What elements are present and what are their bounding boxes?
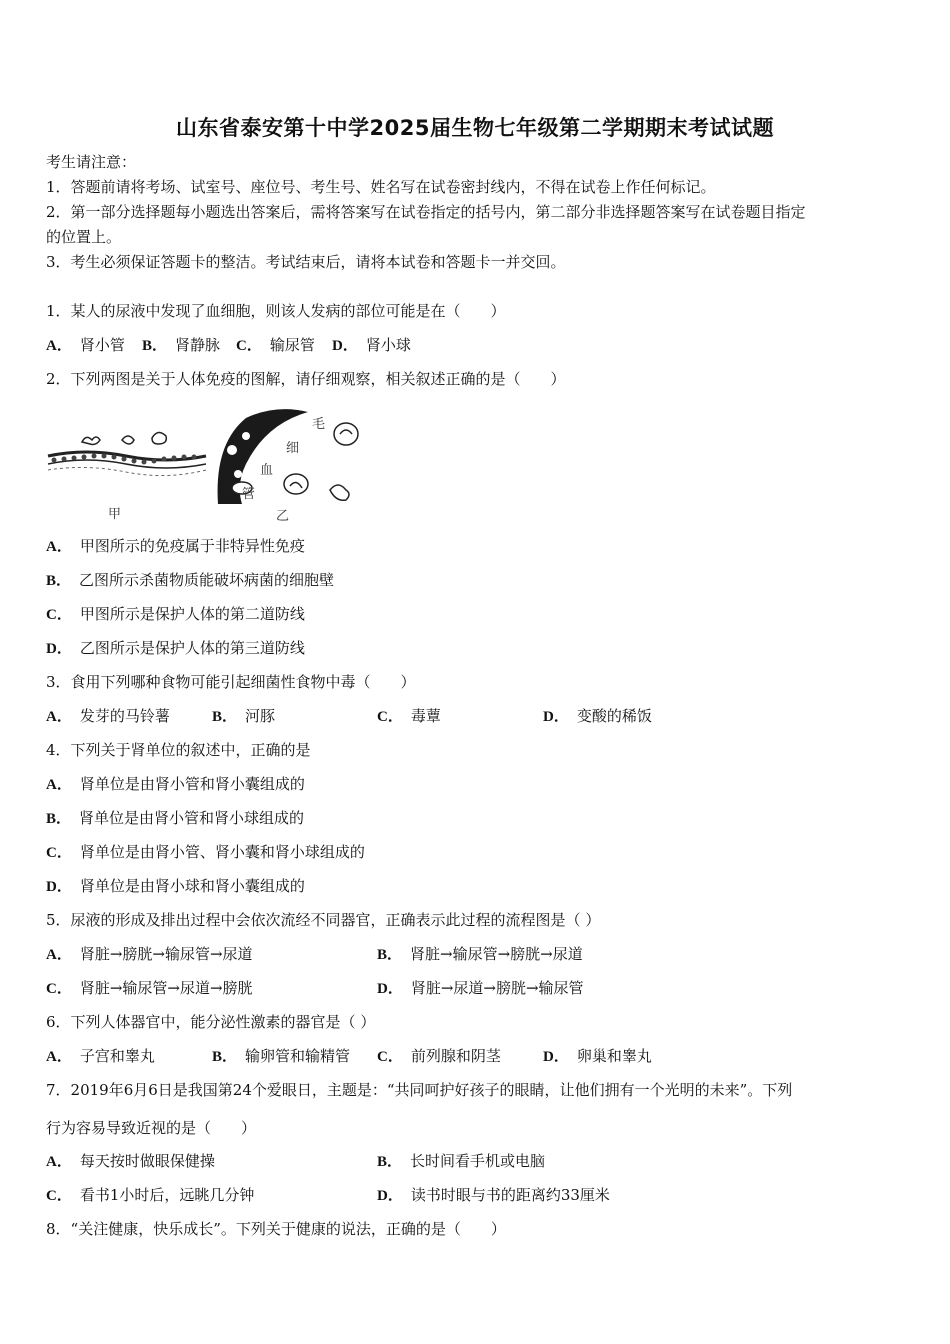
question-7-stem: 7．2019年6月6日是我国第24个爱眼日，主题是：“共同呵护好孩子的眼睛，让他们拥有一个光明的未来”。下列: [46, 1081, 793, 1099]
question-7-stem-cont: 行为容易导致近视的是（ ）: [46, 1119, 257, 1137]
q2-option-b[interactable]: B． 乙图所示杀菌物质能破坏病菌的细胞壁: [46, 571, 335, 589]
q5-option-c[interactable]: C． 肾脏→输尿管→尿道→膀胱: [46, 979, 253, 997]
q1-option-a[interactable]: A． 肾小管: [46, 336, 125, 354]
q3-option-a[interactable]: A． 发芽的马铃薯: [46, 707, 170, 725]
notice-item: 2．第一部分选择题每小题选出答案后，需将答案写在试卷指定的括号内，第二部分非选择题答案写在试卷题目指定: [46, 203, 806, 221]
notice-item: 的位置上。: [46, 228, 122, 246]
figure-label: 血: [260, 463, 274, 478]
question-5-stem: 5．尿液的形成及排出过程中会依次流经不同器官，正确表示此过程的流程图是（ ）: [46, 911, 601, 929]
notice-item: 1．答题前请将考场、试室号、座位号、考生号、姓名写在试卷密封线内，不得在试卷上作任何标记。: [46, 178, 716, 196]
q3-option-c[interactable]: C． 毒蕈: [377, 707, 441, 725]
q4-option-d[interactable]: D． 肾单位是由肾小球和肾小囊组成的: [46, 877, 305, 895]
figure-label: 细: [286, 441, 300, 456]
q2-option-a[interactable]: A． 甲图所示的免疫属于非特异性免疫: [46, 537, 305, 555]
q3-option-b[interactable]: B． 河豚: [212, 707, 276, 725]
q4-option-a[interactable]: A． 肾单位是由肾小管和肾小囊组成的: [46, 775, 305, 793]
notice-item: 3．考生必须保证答题卡的整洁。考试结束后，请将本试卷和答题卡一并交回。: [46, 253, 566, 271]
q1-option-c[interactable]: C． 输尿管: [236, 336, 315, 354]
q1-option-b[interactable]: B． 肾静脉: [142, 336, 221, 354]
figure-jia-epithelium: [48, 432, 206, 475]
q2-option-d[interactable]: D． 乙图所示是保护人体的第三道防线: [46, 639, 305, 657]
q6-option-c[interactable]: C． 前列腺和阴茎: [377, 1047, 501, 1065]
question-4-stem: 4．下列关于肾单位的叙述中，正确的是: [46, 741, 311, 759]
q5-option-a[interactable]: A． 肾脏→膀胱→输尿管→尿道: [46, 945, 253, 963]
immunity-figure: [46, 404, 366, 524]
notice-heading: 考生请注意：: [46, 153, 137, 171]
q6-option-b[interactable]: B． 输卵管和输精管: [212, 1047, 351, 1065]
q7-option-d[interactable]: D． 读书时眼与书的距离约33厘米: [377, 1186, 610, 1204]
question-6-stem: 6．下列人体器官中，能分泌性激素的器官是（ ）: [46, 1013, 376, 1031]
figure-caption-yi: 乙: [276, 509, 290, 524]
q4-option-b[interactable]: B． 肾单位是由肾小管和肾小球组成的: [46, 809, 305, 827]
q5-option-d[interactable]: D． 肾脏→尿道→膀胱→输尿管: [377, 979, 584, 997]
q3-option-d[interactable]: D． 变酸的稀饭: [543, 707, 652, 725]
figure-caption-jia: 甲: [108, 507, 122, 522]
figure-yi-capillary: [218, 409, 358, 504]
q6-option-d[interactable]: D． 卵巢和睾丸: [543, 1047, 652, 1065]
question-3-stem: 3．食用下列哪种食物可能引起细菌性食物中毒（ ）: [46, 673, 416, 691]
q4-option-c[interactable]: C． 肾单位是由肾小管、肾小囊和肾小球组成的: [46, 843, 365, 861]
q2-option-c[interactable]: C． 甲图所示是保护人体的第二道防线: [46, 605, 305, 623]
question-1-stem: 1．某人的尿液中发现了血细胞，则该人发病的部位可能是在（ ）: [46, 302, 506, 320]
q7-option-c[interactable]: C． 看书1小时后，远眺几分钟: [46, 1186, 255, 1204]
q7-option-b[interactable]: B． 长时间看手机或电脑: [377, 1152, 546, 1170]
page-title: 山东省泰安第十中学2025届生物七年级第二学期期末考试试题: [176, 116, 774, 140]
q7-option-a[interactable]: A． 每天按时做眼保健操: [46, 1152, 215, 1170]
q5-option-b[interactable]: B． 肾脏→输尿管→膀胱→尿道: [377, 945, 583, 963]
question-8-stem: 8．“关注健康，快乐成长”。下列关于健康的说法，正确的是（ ）: [46, 1220, 506, 1238]
q6-option-a[interactable]: A． 子宫和睾丸: [46, 1047, 155, 1065]
figure-label: 管: [242, 487, 256, 502]
question-2-stem: 2．下列两图是关于人体免疫的图解，请仔细观察，相关叙述正确的是（ ）: [46, 370, 566, 388]
figure-label: 毛: [312, 417, 326, 432]
q1-option-d[interactable]: D． 肾小球: [332, 336, 411, 354]
